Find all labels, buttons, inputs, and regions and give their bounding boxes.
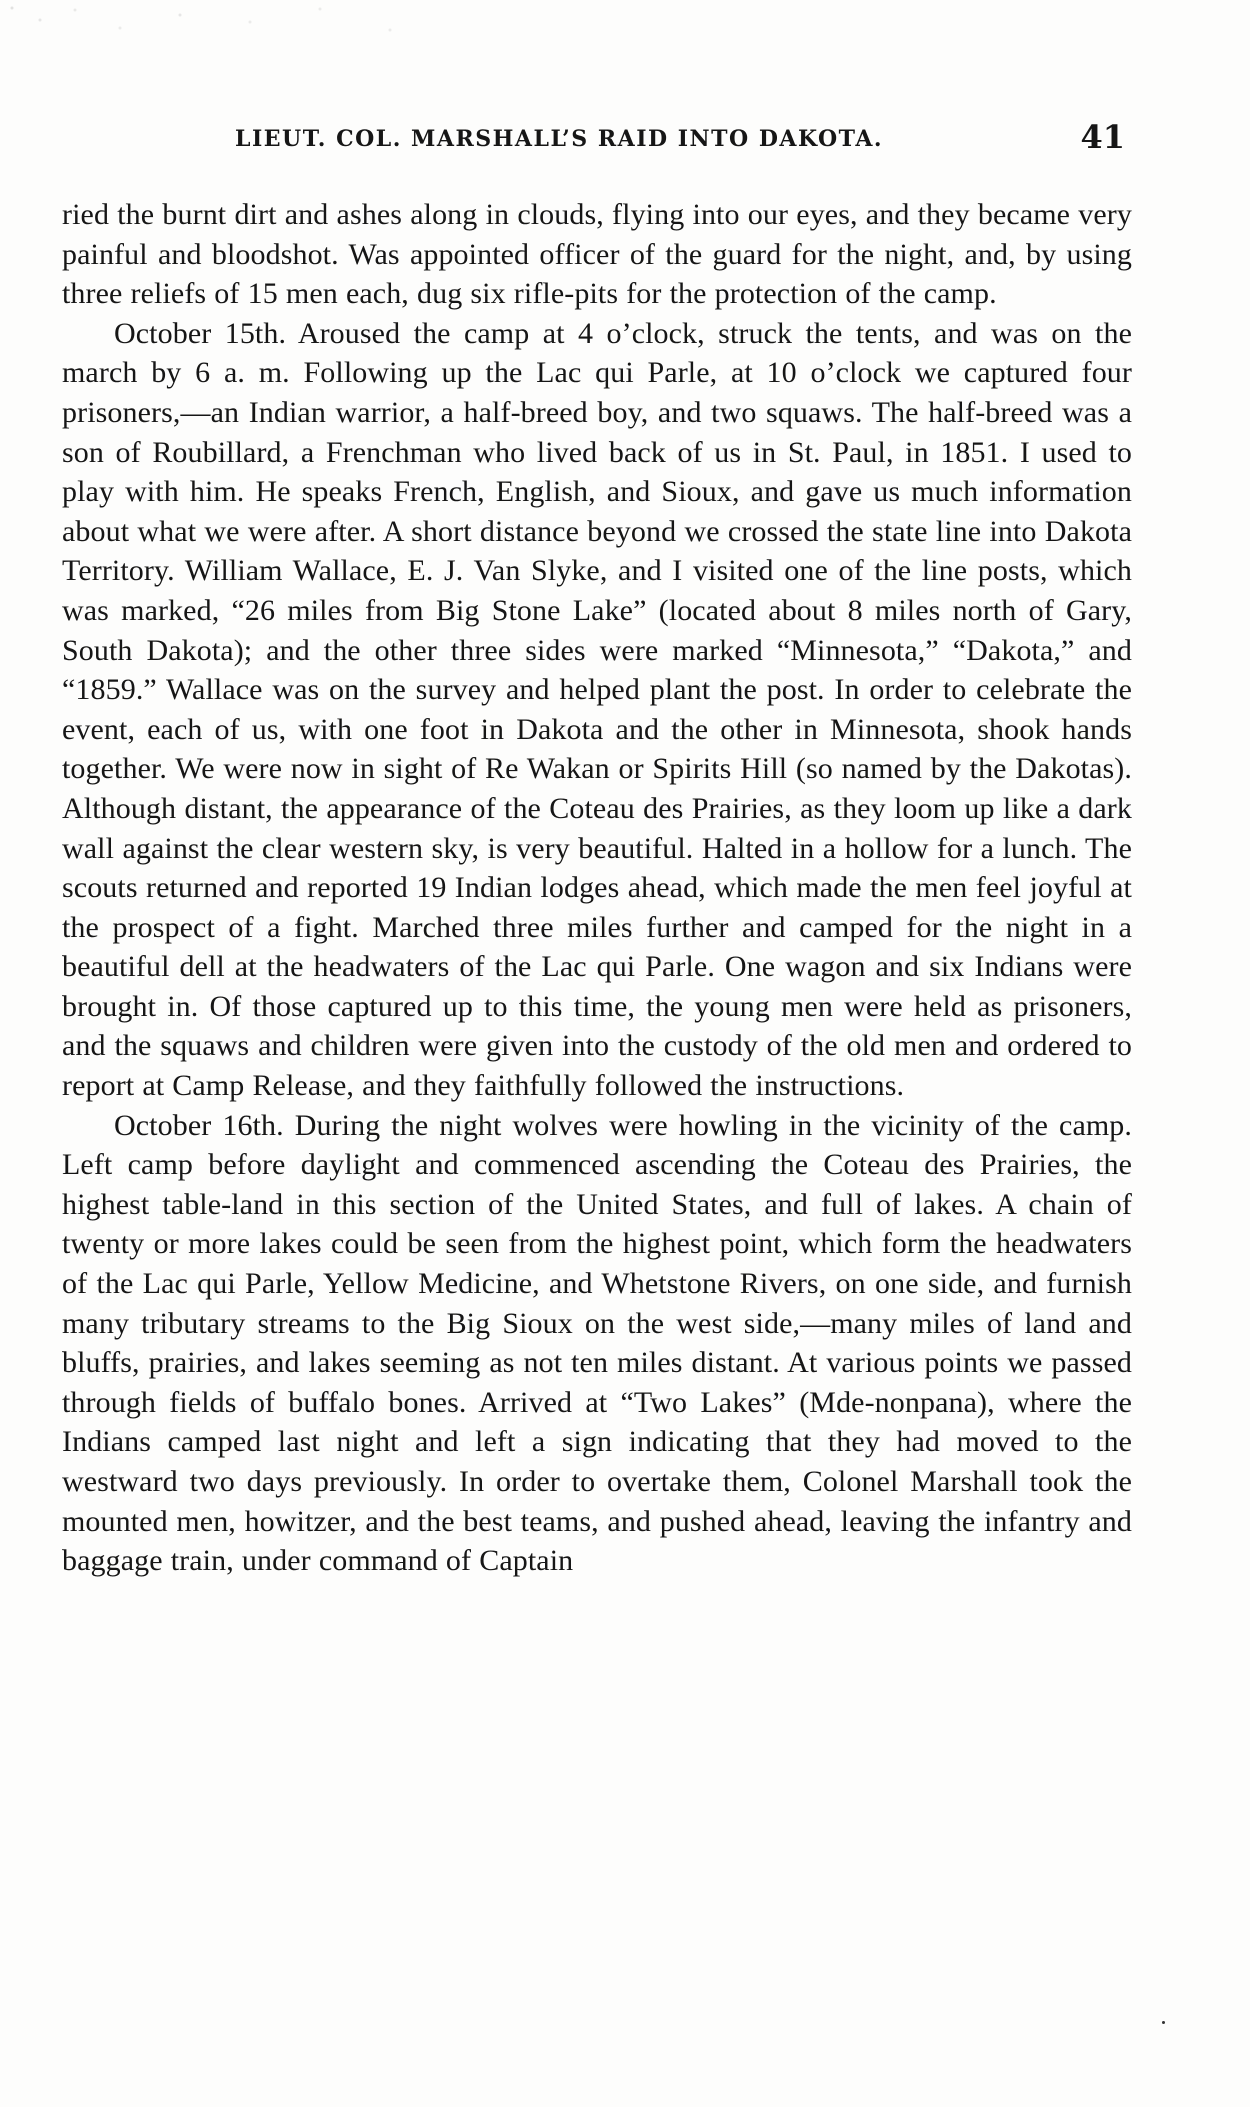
body-text	[62, 195, 1132, 1581]
paragraph-october-16: October 16th. During the night wolves were howling in the vicinity of the camp. Left camp before daylight and commenced ascending the Coteau des Prairies, the highest table-land in this section of the United States, and full of lakes. A chain of twenty or more lakes could be seen from the highest point, which form the headwaters of the Lac qui Parle, Yellow Medicine, and Whetstone Rivers, on one side, and furnish many tributary streams to the Big Sioux on the west side,—many miles of land and bluffs, prairies, and lakes seeming as not ten miles distant. At various points we passed through fields of buffalo bones. Arrived at “Two Lakes” (Mde-nonpana), where the Indians camped last night and left a sign indicating that they had moved to the westward two days previously. In order to overtake them, Colonel Marshall took the mounted men, howitzer, and the best teams, and pushed ahead, leaving the infantry and baggage train, under command of Captain	[62, 1108, 1132, 1578]
paragraph-continuation: ried the burnt dirt and ashes along in clouds, flying into our eyes, and they became very painful and bloodshot. Was appointed officer of the guard for the night, and, by using three reliefs of 15 men each, dug six rifle-pits for the protection of the camp.	[62, 198, 1132, 311]
stray-mark	[1162, 2021, 1165, 2024]
paragraph-october-15: October 15th. Aroused the camp at 4 o’clock, struck the tents, and was on the march by 6 a. m. Following up the Lac qui Parle, at 10 o’clock we captured four prisoners,—an Indian warrior, a half-breed boy, and two squaws. The half-breed was a son of Roubillard, a Frenchman who lived back of us in St. Paul, in 1851. I used to play with him. He speaks French, English, and Sioux, and gave us much information about what we were after. A short distance beyond we crossed the state line into Dakota Territory. William Wallace, E. J. Van Slyke, and I visited one of the line posts, which was marked, “26 miles from Big Stone Lake” (located about 8 miles north of Gary, South Dakota); and the other three sides were marked “Minnesota,” “Dakota,” and “1859.” Wallace was on the survey and helped plant the post. In order to celebrate the event, each of us, with one foot in Dakota and the other in Minnesota, shook hands together. We were now in sight of Re Wakan or Spirits Hill (so named by the Dakotas). Although distant, the appearance of the Coteau des Prairies, as they loom up like a dark wall against the clear western sky, is very beautiful. Halted in a hollow for a lunch. The scouts returned and reported 19 Indian lodges ahead, which made the men feel joyful at the prospect of a fight. Marched three miles further and camped for the night in a beautiful dell at the headwaters of the Lac qui Parle. One wagon and six Indians were brought in. Of those captured up to this time, the young men were held as prisoners, and the squaws and children were given into the custody of the old men and ordered to report at Camp Release, and they faithfully followed the instructions.	[62, 316, 1132, 1103]
running-head: LIEUT. COL. MARSHALL’S RAID INTO DAKOTA.	[235, 126, 884, 152]
scan-noise	[0, 0, 420, 70]
page-number: 41	[1080, 118, 1125, 156]
page-header	[235, 118, 1125, 158]
